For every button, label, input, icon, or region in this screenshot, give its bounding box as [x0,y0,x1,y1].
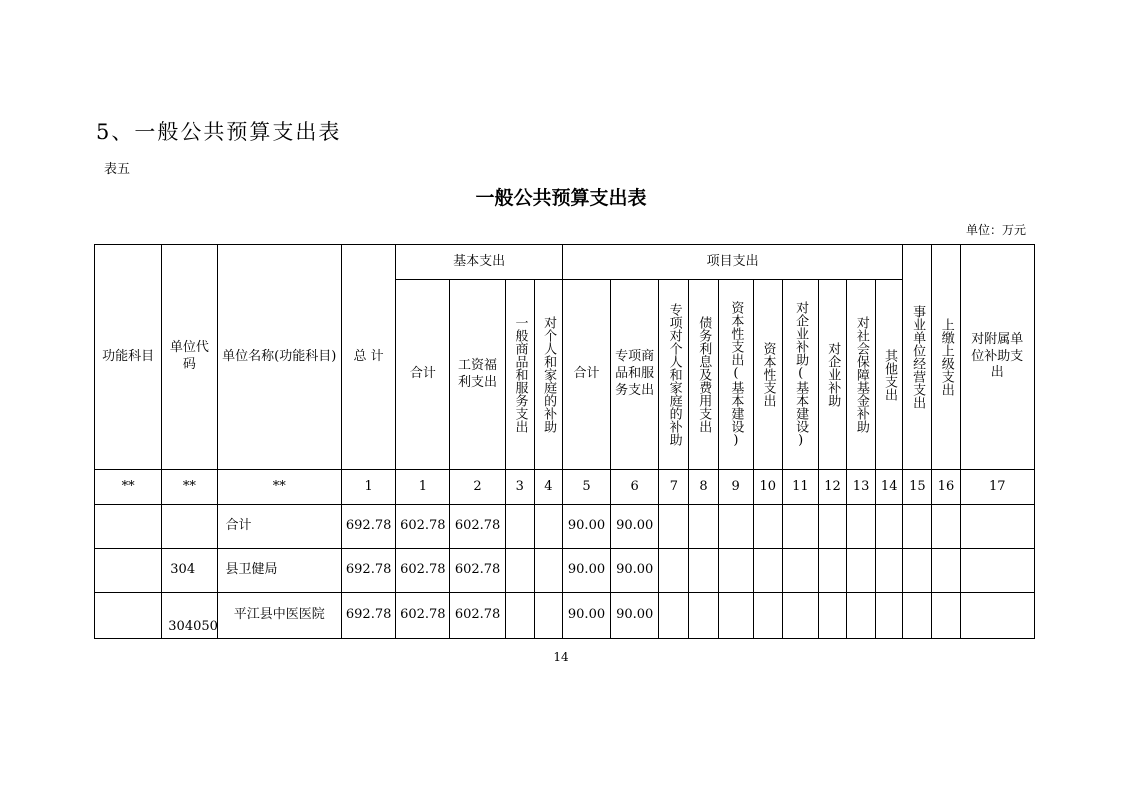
header-affiliated-text: 对附属单位补助支出 [971,331,1024,381]
cell-proj-goods: 90.00 [611,505,659,549]
col-num: 8 [689,470,718,505]
header-affiliated [960,245,1035,470]
header-proj-debt [689,280,718,470]
header-proj-other-text: 其他支出 [882,348,897,401]
col-num: 13 [847,470,876,505]
header-proj-subtotal: 合计 [562,280,610,470]
header-proj-capital-basic-text: 资本性支出(基本建设) [728,301,744,448]
header-proj-special-goods [611,280,659,470]
col-num: 7 [659,470,689,505]
header-basic-wage-text: 工资福利支出 [458,357,498,390]
cell-empty [818,593,846,639]
cell-empty [689,549,718,593]
header-proj-special-family [659,280,689,470]
cell-empty [689,593,718,639]
cell-func [95,505,162,549]
col-num: 16 [932,470,960,505]
header-unit-code-text: 单位代码 [169,340,209,372]
cell-func [95,549,162,593]
col-num: ** [162,470,217,505]
cell-empty [960,549,1035,593]
table-row [95,505,1035,549]
cell-empty [718,593,753,639]
header-proj-ent-basic-text: 对企业补助(基本建设) [793,301,809,448]
col-num: 4 [534,470,562,505]
cell-basic-wage: 602.78 [450,549,505,593]
header-inst-operation [903,245,932,470]
cell-total: 692.78 [342,593,396,639]
cell-proj-goods: 90.00 [611,549,659,593]
column-number-row [95,470,1035,505]
header-proj-debt-text: 债务利息及费用支出 [696,316,712,433]
cell-empty [534,549,562,593]
cell-empty [876,549,903,593]
header-total: 总 计 [342,245,396,470]
header-proj-ent-basic [782,280,818,470]
cell-empty [903,549,932,593]
budget-table [94,244,1035,639]
cell-name: 合计 [217,505,342,549]
cell-proj-total: 90.00 [562,593,610,639]
cell-proj-total: 90.00 [562,549,610,593]
cell-total: 692.78 [342,549,396,593]
header-basic-group: 基本支出 [396,245,563,280]
cell-name: 平江县中医医院 [217,593,342,639]
cell-empty [818,505,846,549]
cell-empty [960,505,1035,549]
cell-empty [659,549,689,593]
header-row-1 [95,245,1035,280]
col-num: 11 [782,470,818,505]
cell-total: 692.78 [342,505,396,549]
cell-empty [903,505,932,549]
header-unit-name: 单位名称(功能科目) [217,245,342,470]
header-basic-goods-text: 一般商品和服务支出 [512,316,528,433]
col-num: 5 [562,470,610,505]
col-num: ** [217,470,342,505]
cell-basic-total: 602.78 [396,593,450,639]
header-proj-capital-text: 资本性支出 [760,342,776,407]
cell-func [95,593,162,639]
cell-code: 304050 [162,593,217,639]
col-num: 1 [342,470,396,505]
header-proj-social-text: 对社会保障基金补助 [853,316,869,433]
col-num: 15 [903,470,932,505]
header-project-group: 项目支出 [562,245,902,280]
cell-empty [782,549,818,593]
header-basic-goods [505,280,534,470]
cell-empty [505,505,534,549]
header-inst-operation-text: 事业单位经营支出 [910,305,926,409]
cell-empty [659,593,689,639]
header-proj-capital [753,280,782,470]
cell-empty [753,593,782,639]
col-num: 17 [960,470,1035,505]
cell-empty [718,549,753,593]
col-num: 3 [505,470,534,505]
cell-code [162,505,217,549]
cell-empty [505,593,534,639]
header-proj-special-goods-text: 专项商品和服务支出 [615,349,655,398]
table-row [95,593,1035,639]
col-num: 2 [450,470,505,505]
cell-basic-wage: 602.78 [450,593,505,639]
col-num: ** [95,470,162,505]
cell-empty [847,505,876,549]
cell-empty [534,505,562,549]
cell-empty [818,549,846,593]
header-proj-social [847,280,876,470]
table-row [95,549,1035,593]
cell-empty [847,549,876,593]
header-proj-other [876,280,903,470]
cell-empty [753,549,782,593]
cell-empty [847,593,876,639]
cell-basic-total: 602.78 [396,549,450,593]
unit-label: 单位：万元 [966,223,1027,237]
page-title: 一般公共预算支出表 [475,187,647,209]
header-proj-ent [818,280,846,470]
col-num: 1 [396,470,450,505]
cell-empty [718,505,753,549]
cell-code: 304 [162,549,217,593]
cell-proj-goods: 90.00 [611,593,659,639]
header-basic-family-text: 对个人和家庭的补助 [541,316,557,433]
header-pay-higher-text: 上缴上级支出 [938,318,954,396]
cell-empty [932,549,960,593]
page-number: 14 [553,650,569,664]
cell-empty [782,593,818,639]
cell-proj-total: 90.00 [562,505,610,549]
cell-empty [659,505,689,549]
header-proj-special-family-text: 专项对个人和家庭的补助 [666,303,682,446]
header-pay-higher [932,245,960,470]
cell-empty [903,593,932,639]
cell-empty [932,593,960,639]
header-basic-family [534,280,562,470]
section-title: 5、一般公共预算支出表 [96,120,342,144]
header-proj-ent-text: 对企业补助 [825,342,841,407]
header-func-subject: 功能科目 [95,245,162,470]
col-num: 12 [818,470,846,505]
header-unit-code [162,245,217,470]
header-basic-wage [450,280,505,470]
col-num: 10 [753,470,782,505]
cell-empty [876,593,903,639]
cell-empty [782,505,818,549]
cell-empty [876,505,903,549]
cell-basic-total: 602.78 [396,505,450,549]
header-basic-subtotal: 合计 [396,280,450,470]
header-proj-capital-basic [718,280,753,470]
col-num: 6 [611,470,659,505]
col-num: 14 [876,470,903,505]
cell-empty [932,505,960,549]
col-num: 9 [718,470,753,505]
cell-empty [534,593,562,639]
cell-empty [960,593,1035,639]
cell-name: 县卫健局 [217,549,342,593]
cell-empty [689,505,718,549]
table-label: 表五 [104,162,131,177]
cell-basic-wage: 602.78 [450,505,505,549]
cell-empty [753,505,782,549]
cell-empty [505,549,534,593]
